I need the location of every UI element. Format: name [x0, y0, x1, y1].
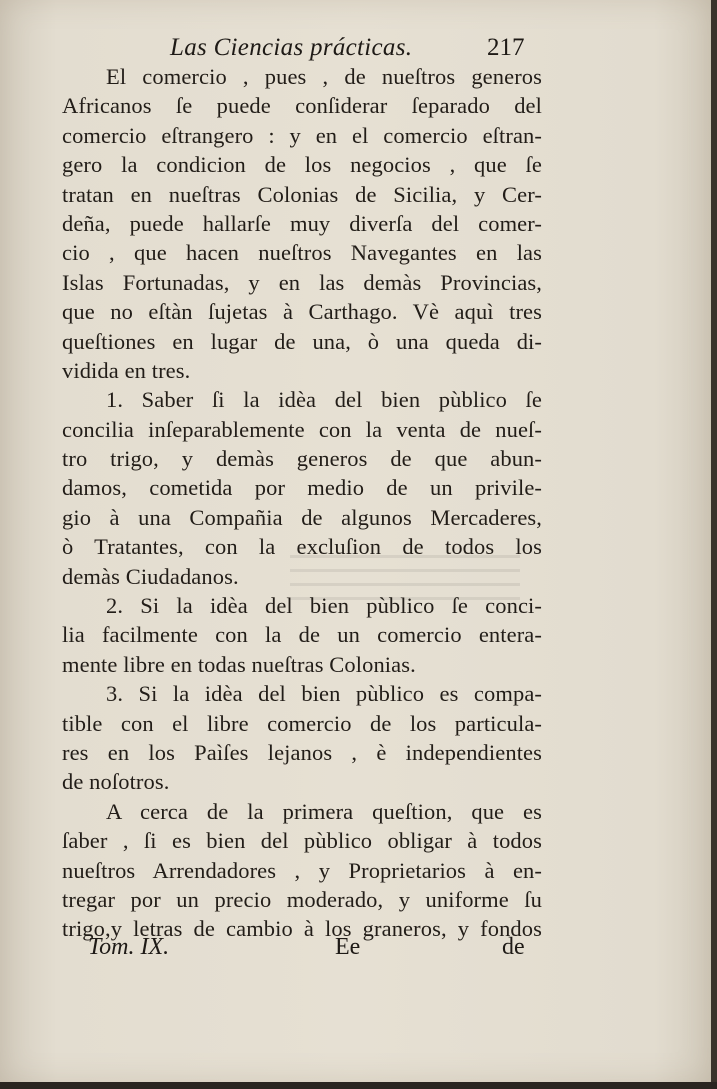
text-line: El comercio , pues , de nueſtros generos [106, 64, 542, 89]
text-line: lia facilmente con la de un comercio entera- [62, 622, 542, 648]
text-line: gero la condicion de los negocios , que ſe [62, 152, 542, 178]
text-line: nueſtros Arrendadores , y Proprietarios à en- [62, 857, 542, 883]
page-number: 217 [487, 34, 525, 61]
catchword: de [502, 934, 525, 960]
text-line: tratan en nueſtras Colonias de Sicilia, y Cer- [62, 181, 542, 207]
text-line: damos, cometida por medio de un privile- [62, 475, 542, 501]
text-line: 2. Si la idèa del bien pùblico ſe conci- [106, 593, 542, 619]
text-line: cio , que hacen nueſtros Navegantes en las [62, 240, 542, 266]
text-line: tro trigo, y demàs generos de que abun- [62, 446, 542, 472]
running-title: Las Ciencias prácticas. [170, 34, 413, 61]
text-line: deña, puede hallarſe muy diverſa del comer- [62, 210, 542, 236]
body-text [62, 62, 542, 944]
text-line: res en los Paìſes lejanos , è independientes [62, 739, 542, 765]
text-line: vidida en tres. [62, 357, 191, 383]
volume-signature: Tom. IX. [88, 934, 170, 960]
text-line: ſaber , ſi es bien del pùblico obligar à todos [62, 828, 542, 854]
text-line: de noſotros. [62, 769, 170, 795]
text-line: 3. Si la idèa del bien pùblico es compa- [106, 681, 542, 707]
text-line: A cerca de la primera queſtion, que es [106, 798, 542, 824]
text-line: ò Tratantes, con la excluſion de todos los [62, 534, 542, 560]
text-line: queſtiones en lugar de una, ò una queda di- [62, 328, 542, 354]
text-line: demàs Ciudadanos. [62, 563, 239, 589]
text-line: 1. Saber ſi la idèa del bien pùblico ſe [106, 387, 542, 413]
text-line: Africanos ſe puede conſiderar ſeparado del [62, 93, 542, 119]
text-line: tible con el libre comercio de los particula- [62, 710, 542, 736]
text-line: que no eſtàn ſujetas à Carthago. Vè aquì tres [62, 299, 542, 325]
text-line: tregar por un precio moderado, y uniforme ſu [62, 886, 542, 912]
text-line: trigo,y letras de cambio à los graneros, y fondos [62, 916, 542, 942]
text-line: comercio eſtrangero : y en el comercio eſtran- [62, 122, 542, 148]
signature-mark: Ee [335, 934, 361, 960]
page-footer [0, 934, 711, 966]
text-line: concilia inſeparablemente con la venta de nueſ- [62, 416, 542, 442]
text-line: gio à una Compañia de algunos Mercaderes, [62, 504, 542, 530]
text-line: Islas Fortunadas, y en las demàs Provincias, [62, 269, 542, 295]
text-line: mente libre en todas nueſtras Colonias. [62, 651, 416, 677]
